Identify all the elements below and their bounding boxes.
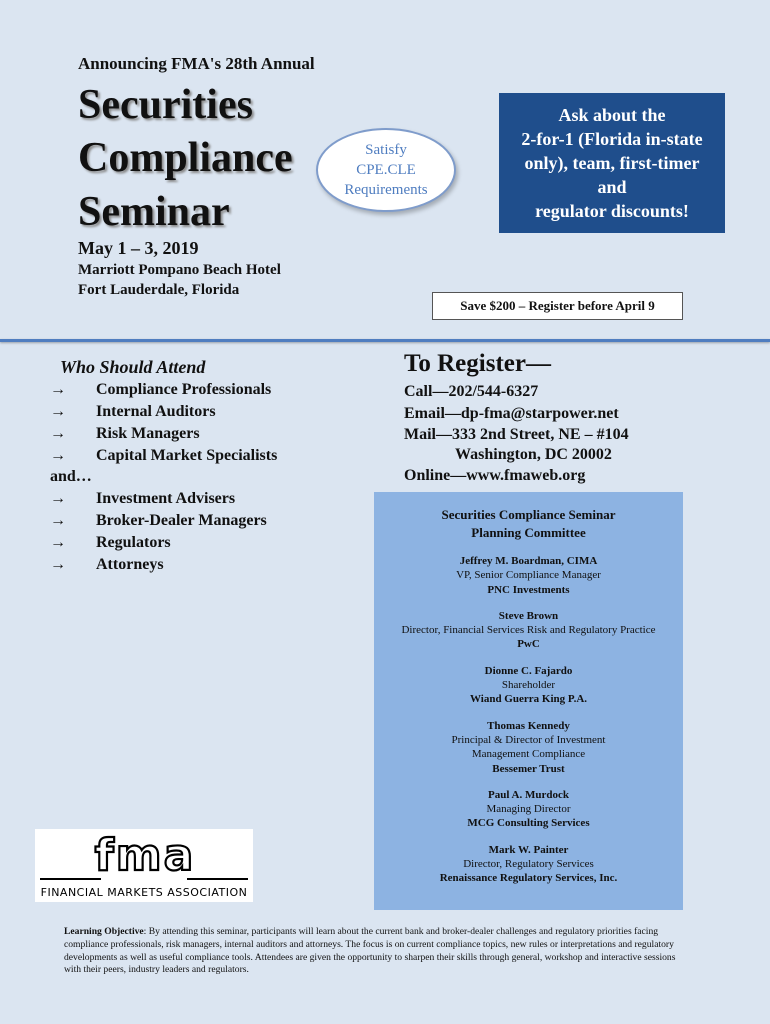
member-role: Director, Financial Services Risk and Regulatory Practice [401,624,656,637]
discount-line-5: regulator discounts! [535,201,689,221]
learning-objective-label: Learning Objective [64,926,144,937]
member-role: Director, Regulatory Services [463,858,594,871]
member-organization: Bessemer Trust [492,762,565,775]
register-email: Email—dp-fma@starpower.net [404,405,619,422]
committee-title-line-1: Securities Compliance Seminar [441,507,616,522]
learning-objective [64,926,694,977]
register-mail-city: Washington, DC 20002 [455,446,612,463]
committee-member [374,554,683,597]
member-name: Mark W. Painter [488,843,569,856]
announcement-line: Announcing FMA's 28th Annual [78,54,315,73]
discount-line-1: Ask about the [558,105,666,125]
title-line-1: Securities [78,82,253,128]
oval-line-3: Requirements [344,182,428,198]
committee-member [374,788,683,831]
discount-line-2: 2-for-1 (Florida in-state [521,129,703,149]
committee-title-line-2: Planning Committee [471,525,586,540]
oval-line-1: Satisfy [365,142,407,158]
early-registration-text: Save $200 – Register before April 9 [460,298,655,313]
right-arrow-icon: → [50,490,66,507]
member-name: Paul A. Murdock [488,788,569,801]
audience-item-label: Risk Managers [96,425,200,442]
fma-logo-graphic [35,829,253,902]
seminar-hotel: Marriott Pompano Beach Hotel [78,262,281,278]
audience-item-label: Compliance Professionals [96,381,272,398]
member-name: Dionne C. Fajardo [484,664,573,677]
member-name: Thomas Kennedy [487,719,570,732]
member-role: VP, Senior Compliance Manager [456,569,601,582]
audience-item-label: Attorneys [96,556,164,573]
member-name: Jeffrey M. Boardman, CIMA [459,555,598,567]
audience-and-text: and… [50,468,92,485]
discount-line-3: only), team, first-timer [524,153,700,173]
register-phone: Call—202/544-6327 [404,383,539,400]
committee-member [374,843,683,886]
cpe-cle-oval-badge [316,128,456,212]
right-arrow-icon: → [50,447,66,464]
fma-logo-letters: fma [94,830,196,881]
audience-item-label: Regulators [96,534,171,551]
register-mail: Mail—333 2nd Street, NE – #104 [404,426,629,443]
audience-item-label: Internal Auditors [96,403,216,420]
right-arrow-icon: → [50,381,66,398]
committee-member [374,664,683,707]
seminar-city: Fort Lauderdale, Florida [78,282,240,298]
audience-item-label: Broker-Dealer Managers [96,512,267,529]
planning-committee-box [374,492,683,910]
right-arrow-icon: → [50,512,66,529]
discount-callout-box [499,93,725,233]
committee-title [374,506,683,542]
right-arrow-icon: → [50,403,66,420]
committee-member [374,719,683,776]
member-organization: MCG Consulting Services [467,817,590,830]
committee-member [374,609,683,652]
audience-item-label: Investment Advisers [96,490,236,507]
right-arrow-icon: → [50,534,66,551]
right-arrow-icon: → [50,556,66,573]
right-arrow-icon: → [50,425,66,442]
member-role: Managing Director [486,803,571,816]
fma-logo [35,829,253,902]
learning-objective-text: : By attending this seminar, participants will learn about the current bank and broker-dealer challenges and regulatory priorities facing compliance professionals, risk managers, internal auditors and attorneys. The focus is on current compliance topics, new rules or interpretations and regulatory developments as well as useful compliance tools. Attendees are given the opportunity to sharpen their skills through general, workshop and interactive sessions with their peers, industry leaders and regulators. [64,926,676,976]
member-organization: Renaissance Regulatory Services, Inc. [439,872,618,885]
early-registration-box [432,292,683,320]
discount-line-4: and [597,177,627,197]
member-role: Principal & Director of Investment Management Compliance [451,733,606,761]
to-register-heading: To Register— [404,350,551,377]
oval-line-2: CPE.CLE [356,162,416,178]
member-organization: PNC Investments [487,583,570,596]
member-role: Shareholder [501,679,556,692]
member-organization: PwC [517,638,540,651]
section-divider [0,339,770,342]
fma-logo-subtitle: FINANCIAL MARKETS ASSOCIATION [40,886,248,899]
register-online: Online—www.fmaweb.org [404,467,586,484]
title-line-2: Compliance [78,135,293,181]
title-line-3: Seminar [78,189,230,235]
member-name: Steve Brown [498,609,559,622]
seminar-date: May 1 – 3, 2019 [78,238,199,258]
audience-item-label: Capital Market Specialists [96,447,278,464]
who-should-attend-heading: Who Should Attend [60,357,206,377]
member-organization: Wiand Guerra King P.A. [469,693,588,706]
